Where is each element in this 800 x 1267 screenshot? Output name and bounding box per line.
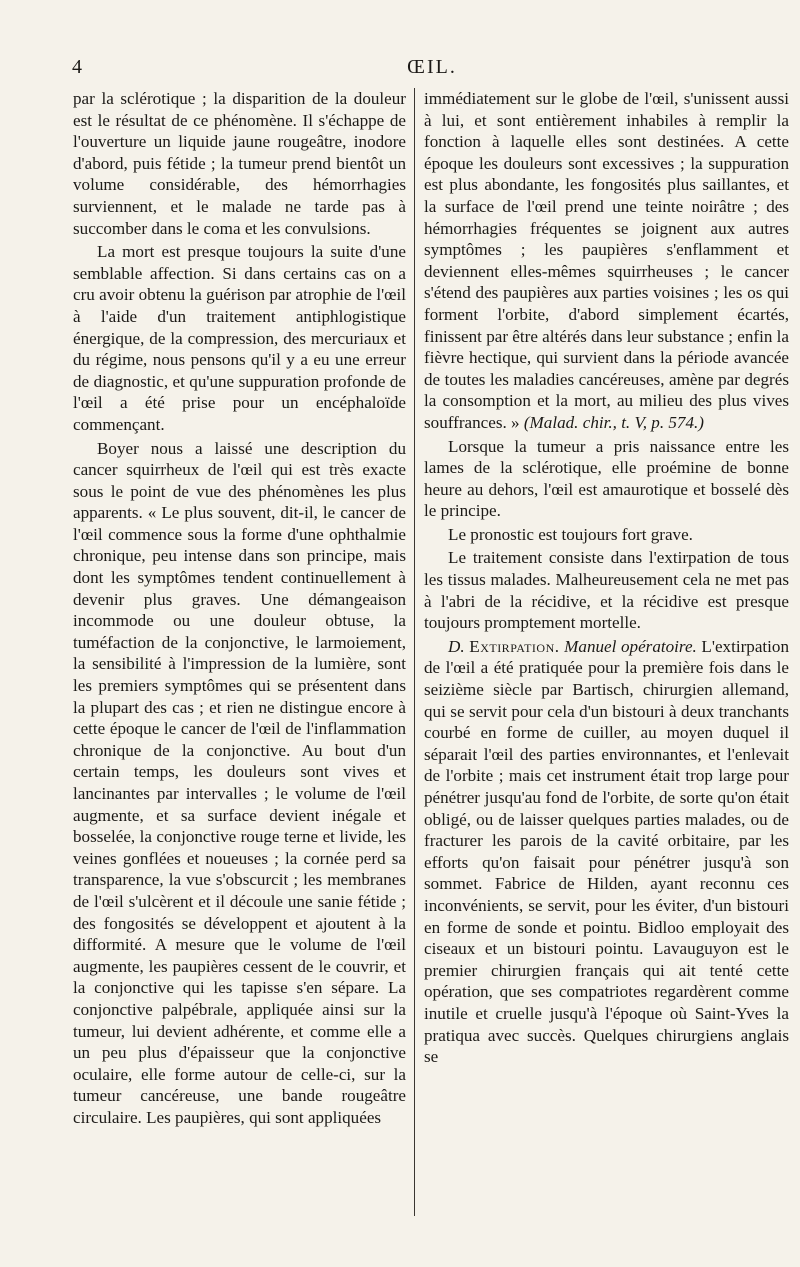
- paragraph: Boyer nous a laissé une description du cancer squirrheux de l'œil qui est très exacte sous le point de vue des phénomènes les plus apparents. « Le plus souvent, dit-il, le cancer de l'œil commence sous la forme d'une ophthalmie chronique, peu intense dans son principe, mais dont les symptômes tendent continuellement à devenir plus graves. Une démangeaison incommode ou une douleur obtuse, la tuméfaction de la conjonctive, le larmoiement, la sensibilité à l'impression de la lumière, sont les premiers symptômes qui se présentent dans la plupart des cas ; et rien ne distingue encore à cette époque le cancer de l'œil de l'inflammation chronique de la conjonctive. Au bout d'un certain temps, les douleurs sont vives et lancinantes par intervalles ; le volume de l'œil augmente, et sa surface devient inégale et bosselée, la conjonctive rouge terne et livide, les veines gonflées et noueuses ; la cornée perd sa transparence, la vue s'obscurcit ; les membranes de l'œil s'ulcèrent et il découle une sanie fétide ; des fongosités se développent et ajoutent à la difformité. A mesure que le volume de l'œil augmente, les paupières cessent de le couvrir, et la conjonctive qui les tapisse s'en sépare. La conjonctive palpébrale, appliquée ainsi sur la tumeur, lui devient adhérente, et comme elle a un peu plus d'épaisseur que la conjonctive oculaire, elle forme autour de celle-ci, sur la tumeur cancéreuse, une bande rougeâtre circulaire. Les paupières, qui sont appliquées: [73, 438, 406, 1127]
- section-text: [424, 637, 789, 1066]
- page-number: 4: [72, 56, 82, 78]
- left-column: [73, 88, 406, 1131]
- paragraph: [424, 636, 789, 1068]
- paragraph: par la sclérotique ; la disparition de la douleur est le résultat de ce phénomène. Il s'échappe de l'ouverture un liquide jaune rougeâtre, inodore d'abord, puis fétide ; la tumeur prend bientôt un volume considérable, des hémorrhagies surviennent, et le malade ne tarde pas à succomber dans le coma et les convulsions.: [73, 89, 406, 238]
- running-title: ŒIL.: [407, 56, 457, 78]
- paragraph: Le pronostic est toujours fort grave.: [448, 524, 693, 544]
- page-header: [72, 56, 792, 82]
- paragraph: La mort est presque toujours la suite d'une semblable affection. Si dans certains cas on a cru avoir obtenu la guérison par atrophie de l'œil à l'aide d'un traitement antiphlogistique énergique, de la compression, des mercuriaux et du régime, nous pensons qu'il y a eu une erreur de diagnostic, et qu'une suppuration profonde de l'œil a été prise pour un encéphaloïde commençant.: [73, 242, 406, 434]
- section-subtitle-end: opératoire.: [621, 636, 697, 656]
- citation-reference: (Malad. chir., t. V, p. 574.): [523, 412, 704, 432]
- paragraph: Le traitement consiste dans l'extirpation de tous les tissus malades. Malheureusement cela ne met pas à l'abri de la récidive, et la récidive est presque toujours promptement mortelle.: [424, 548, 789, 633]
- quote-continuation: immédiatement sur le globe de l'œil, s'unissent aussi à lui, et sont entièrement inhabiles à remplir la fonction à laquelle elles sont destinées. A cette époque les douleurs sont excessives ; la suppuration est plus abondante, les fongosités plus saillantes, et la surface de l'œil prend une teinte noirâtre ; des hémorrhagies fréquentes se joignent aux autres symptômes ; les paupières s'enflamment et deviennent elles-mêmes squirrheuses ; le cancer s'étend des paupières aux parties voisines ; les os qui forment l'orbite, d'abord simplement écartés, finissent par être altérés dans leur substance ; enfin la fièvre hectique, qui survient dans la période avancée de toutes les maladies cancéreuses, amène par degrés la consomption et la mort, au milieu des plus vives souffrances. »: [424, 89, 790, 432]
- section-body: L'extirpation de l'œil a été pratiquée pour la première fois dans le seizième siècle par Bartisch, chirurgien allemand, qui se servit pour cela d'un bistouri à deux tranchants courbé en forme de cuiller, au moyen duquel il séparait l'œil des parties environnantes, et l'enlevait de l'orbite ; mais cet instrument était trop large pour pénétrer jusqu'au fond de l'orbite, de sorte qu'on était obligé, ou de laisser quelques parties malades, ou de fracturer les parois de la cavité orbitaire, par les efforts qu'on faisait pour pénétrer jusqu'à son sommet. Fabrice de Hilden, ayant reconnu ces inconvénients, se servit, pour les éviter, d'un bistouri en forme de sonde et pointu. Bidloo employait des ciseaux et un bistouri pointu. Lavauguyon est le premier chirurgien français qui ait tenté cette opération, que ses compatriotes regardèrent comme inutile et cruelle jusqu'à l'époque où Saint-Yves la pratiqua avec succès. Quelques chirurgiens anglais se: [424, 636, 789, 1067]
- paragraph: Lorsque la tumeur a pris naissance entre les lames de la sclérotique, elle proémine de bonne heure au dehors, l'œil est amaurotique et bosselé dès le principe.: [424, 436, 789, 521]
- paragraph: [424, 88, 789, 434]
- right-column: [424, 88, 789, 1070]
- section-letter: D.: [448, 636, 465, 656]
- column-divider: [414, 88, 415, 1216]
- section-subtitle: Manuel: [564, 636, 617, 656]
- section-title: Extirpation.: [469, 636, 560, 656]
